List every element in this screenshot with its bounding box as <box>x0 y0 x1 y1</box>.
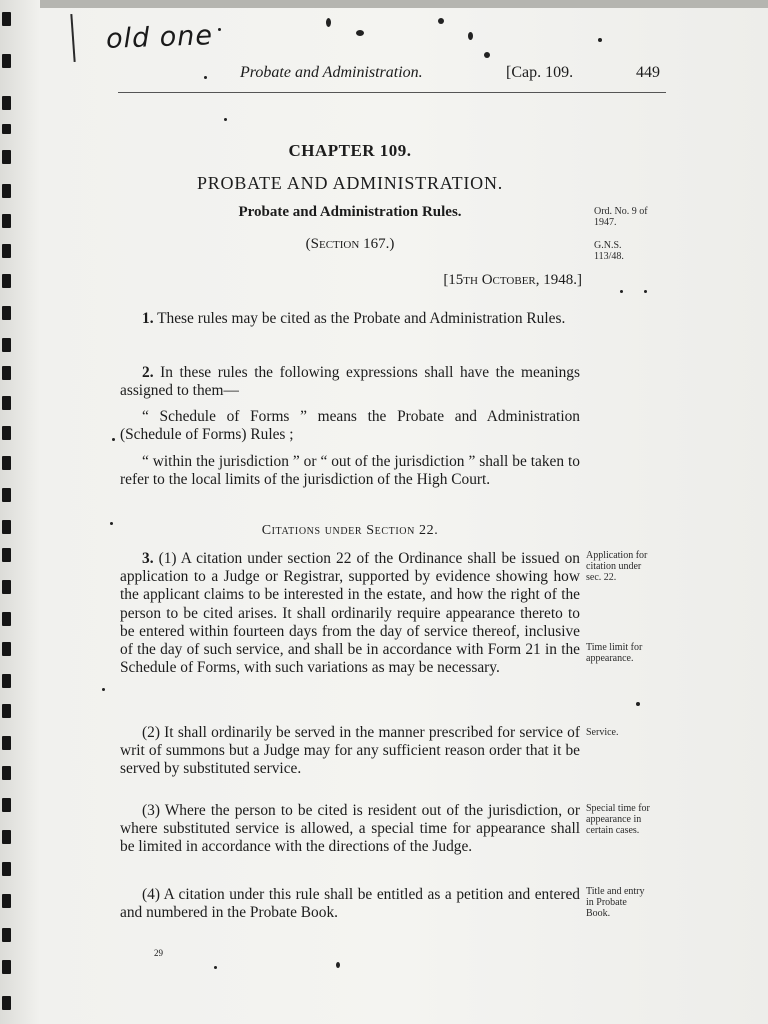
rule-3-2: (2) It shall ordinarily be served in the manner prescribed for service of writ of summons but a Judge may for any sufficient reason order that it be served by substituted service. <box>120 724 580 778</box>
margin-note-title-entry: Title and entry in Probate Book. <box>586 886 645 919</box>
scan-speck <box>468 32 473 40</box>
margin-note-special-time: Special time for appearance in certain cases. <box>586 803 650 836</box>
pen-margin-stroke <box>70 14 75 62</box>
scan-speck <box>112 438 115 441</box>
scan-speck <box>218 28 221 31</box>
definition-schedule-of-forms: “ Schedule of Forms ” means the Probate and Administration (Schedule of Forms) Rules ; <box>120 408 580 444</box>
definition-jurisdiction: “ within the jurisdiction ” or “ out of the jurisdiction ” shall be taken to refer to the local limits of the jurisdiction of the High Court. <box>120 453 580 489</box>
margin-note-application: Application for citation under sec. 22. <box>586 550 648 583</box>
margin-note-gns: G.N.S. 113/48. <box>594 240 624 262</box>
section-reference: (Section 167.) <box>305 236 395 252</box>
scan-speck <box>204 76 207 79</box>
scan-speck <box>110 522 113 525</box>
running-head-title: Probate and Administration. <box>240 64 423 81</box>
running-head-cap: [Cap. 109. <box>506 64 574 81</box>
page-number: 449 <box>636 64 660 81</box>
scan-speck <box>214 966 217 969</box>
binding-holes <box>0 0 18 1024</box>
running-head <box>240 64 700 88</box>
scan-speck <box>224 118 227 121</box>
chapter-heading: CHAPTER 109. <box>288 141 412 160</box>
scan-speck <box>636 702 640 706</box>
margin-note-time-limit: Time limit for appearance. <box>586 642 643 664</box>
scan-speck <box>102 688 105 691</box>
section-subheading: Citations under Section 22. <box>261 523 439 538</box>
scan-speck <box>336 962 340 968</box>
handwritten-note: old one <box>105 20 214 55</box>
header-rule <box>118 92 666 93</box>
scan-speck <box>598 38 602 42</box>
scan-speck <box>326 18 331 27</box>
scan-top-edge <box>40 0 768 8</box>
printer-folio: 29 <box>154 948 163 958</box>
scan-speck <box>644 290 647 293</box>
commencement-date: [15th October, 1948.] <box>443 272 582 288</box>
rule-3-4: (4) A citation under this rule shall be entitled as a petition and entered and numbered in the Probate Book. <box>120 886 580 922</box>
rule-1: 1. These rules may be cited as the Probate and Administration Rules. <box>142 310 566 327</box>
rules-title: Probate and Administration Rules. <box>238 204 462 220</box>
scan-speck <box>438 18 444 24</box>
scan-speck <box>484 52 490 58</box>
margin-note-service: Service. <box>586 727 619 738</box>
margin-note-ordinance: Ord. No. 9 of 1947. <box>594 206 648 228</box>
rule-2: 2. In these rules the following expressions shall have the meanings assigned to them— <box>120 364 580 400</box>
scan-speck <box>356 30 364 36</box>
scan-speck <box>620 290 623 293</box>
act-title: PROBATE AND ADMINISTRATION. <box>196 173 504 193</box>
rule-3-3: (3) Where the person to be cited is resident out of the jurisdiction, or where substituted service is allowed, a special time for appearance shall be limited in accordance with the directions of the Judge. <box>120 802 580 856</box>
rule-3-1: 3. (1) A citation under section 22 of the Ordinance shall be issued on application to a Judge or Registrar, supported by evidence showing how the applicant claims to be interested in the estate, and how the right of the person to be cited arises. It shall ordinarily require appearance thereto to be entered within fourteen days from the day of service thereof, inclusive of the day of such service, and shall be in accordance with Form 21 in the Schedule of Forms, with such variations as may be necessary. <box>120 550 580 677</box>
